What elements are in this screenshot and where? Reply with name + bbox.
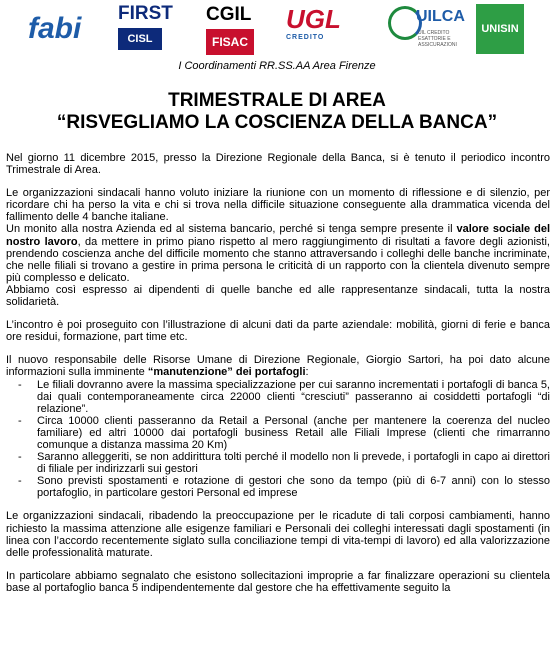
union-logos bbox=[0, 0, 554, 60]
cgil-logo-text: CGIL bbox=[206, 4, 252, 25]
ugl-credito-logo bbox=[286, 4, 356, 54]
first-logo-text: FIRST bbox=[118, 3, 173, 24]
paragraph-3-end: , da mettere in primo piano rispetto al mero raggiungimento di risultati a favore degli azionisti, prendendo coscienza anche del difficile momento che stanno attraversando i colleghi delle banche incriminate, che nelle filiali si trovano a gestire in prima persona le criticità di un rapporto con la clientela divenuto sempre più complesso e delicato. bbox=[6, 235, 550, 284]
paragraph-1: Nel giorno 11 dicembre 2015, presso la Direzione Regionale della Banca, si è tenuto il periodico incontro Trimestrale di Area. bbox=[6, 152, 550, 177]
list-item bbox=[6, 451, 550, 475]
paragraph-6-bold: “manutenzione” dei portafogli bbox=[147, 366, 306, 379]
bullet-dash: - bbox=[18, 451, 22, 464]
paragraph-6-start: Il nuovo responsabile delle Risorse Umane di Direzione Regionale, Giorgio Sartori, ha poi dato alcune informazioni sulla imminente bbox=[6, 354, 550, 379]
list-item bbox=[6, 475, 550, 499]
paragraph-8: In particolare abbiamo segnalato che esistono sollecitazioni improprie a far finalizzare operazioni su clientela base al portafoglio banca 5 indipendentemente dal gestore che ha effettivamente seguito la bbox=[6, 569, 550, 594]
paragraph-3 bbox=[6, 223, 550, 283]
uilca-sub-text: UIL CREDITO ESATTORIE E ASSICURAZIONI bbox=[418, 30, 457, 48]
paragraph-5: L’incontro è poi proseguito con l’illustrazione di alcuni dati da parte aziendale: mobilità, giorni di ferie e banca ore residui, formazione, part time etc. bbox=[6, 319, 550, 344]
fabi-logo: fabi bbox=[28, 12, 82, 45]
list-item-text: Sono previsti spostamenti e rotazione di gestori che sono da tempo (più di 6-7 anni) con lo stesso portafoglio, in particolare gestori Personal ed imprese bbox=[37, 475, 550, 500]
paragraph-4: Abbiamo così espresso ai dipendenti di quelle banche ed alle rappresentanze sindacali, tutta la nostra solidarietà. bbox=[6, 283, 550, 309]
list-item bbox=[6, 415, 550, 451]
cisl-logo-text: CISL bbox=[118, 28, 162, 50]
paragraph-6-end: : bbox=[305, 366, 309, 379]
bullet-dash: - bbox=[18, 414, 22, 427]
first-cisl-logo bbox=[118, 4, 176, 54]
unisin-logo: UNISIN bbox=[476, 4, 524, 54]
fisac-logo-text: FISAC bbox=[206, 29, 254, 55]
ugl-logo-text: UGL bbox=[286, 4, 341, 34]
uilca-logo bbox=[388, 4, 474, 54]
ugl-sub-text: CREDITO bbox=[286, 34, 325, 41]
page-subtitle: “RISVEGLIAMO LA COSCIENZA DELLA BANCA” bbox=[56, 112, 498, 133]
page-title: TRIMESTRALE DI AREA bbox=[168, 90, 386, 111]
bullet-dash: - bbox=[18, 475, 22, 488]
list-item-text: Le filiali dovranno avere la massima specializzazione per cui saranno incrementati i portafogli di banca 5, dai quali contemporaneamente circa 22000 clienti “cresciuti” passeranno ai cosiddetti portafogli “di relazione”. bbox=[37, 378, 550, 415]
list-item-text: Circa 10000 clienti passeranno da Retail a Personal (anche per mantenere la coerenza del nucleo familiare) ed altri 10000 dai portafogli business Retail alle Filiali Imprese (clienti che rimarranno comunque a distanza massima 20 Km) bbox=[37, 414, 550, 451]
paragraph-2: Le organizzazioni sindacali hanno voluto iniziare la riunione con un momento di riflessione e di silenzio, per ricordare chi ha perso la vita e chi si trova nella difficile situazione conseguente alla drammatica vicenda del fallimento delle 4 banche italiane. bbox=[6, 187, 550, 224]
subtitle: I Coordinamenti RR.SS.AA Area Firenze bbox=[178, 60, 376, 72]
list-item-text: Saranno alleggeriti, se non addirittura tolti perché il modello non li prevede, i portafogli in capo ai direttori di filiale per indirizzarli sui gestori bbox=[37, 451, 550, 476]
bullet-list bbox=[6, 379, 550, 500]
document-body bbox=[6, 152, 550, 594]
list-item bbox=[6, 379, 550, 415]
paragraph-3-bold: valore sociale del nostro lavoro bbox=[6, 223, 551, 248]
bullet-dash: - bbox=[18, 378, 22, 391]
cgil-fisac-logo bbox=[206, 4, 256, 54]
paragraph-3-start: Un monito alla nostra Azienda ed al sistema bancario, perché si tenga sempre presente il bbox=[6, 223, 457, 236]
paragraph-7: Le organizzazioni sindacali, ribadendo la preoccupazione per le ricadute di tali corposi cambiamenti, hanno richiesto la massima attenzione alle esigenze familiari e Personali dei colleghi interessati dagli spostamenti (in linea con l’accordo recentemente siglato sulla conciliazione tempi di vita-tempi di lavoro) ed alla valorizzazione delle professionalità maturate. bbox=[6, 510, 550, 559]
paragraph-6 bbox=[6, 354, 550, 378]
uilca-logo-text: UILCA bbox=[416, 8, 465, 25]
